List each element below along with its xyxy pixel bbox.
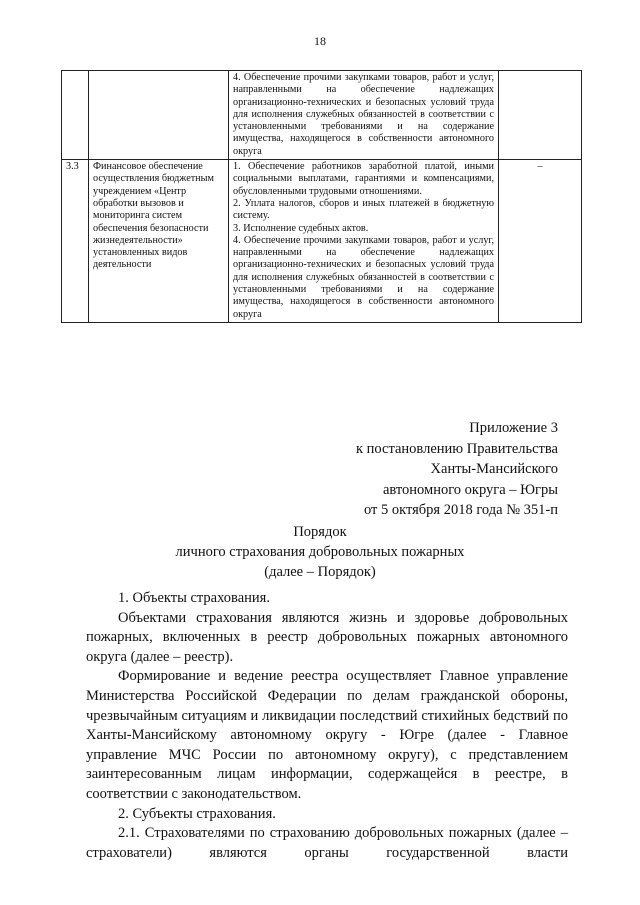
paragraph: Формирование и ведение реестра осуществляет Главное управление Министерства Российской Федерации по делам гражданской обороны, чрезвычайным ситуациям и ликвидации последствий стихийных бедствий по Ханты-Мансийскому автономному округу - Югре (далее - Главное управление МЧС России по автономному округу), с представлением заинтересованным лицам информации, содержащейся в реестре, в соответствии с законодательством.: [86, 668, 568, 802]
table-cell-name: [89, 71, 229, 160]
appendix-line: Ханты-Мансийского: [430, 461, 558, 477]
table-item: 2. Уплата налогов, сборов и иных платежей в бюджетную систему.: [233, 197, 494, 222]
table-cell-note: –: [499, 160, 582, 323]
body-text: [86, 589, 568, 863]
expenditure-table: [61, 70, 582, 323]
table-cell-items: [229, 71, 499, 160]
table-cell-number: 3.3: [62, 160, 89, 323]
appendix-line: автономного округа – Югры: [382, 481, 558, 498]
table-item: 4. Обеспечение прочими закупками товаров, работ и услуг, направленными на обеспечение надлежащих организационно-технических и безопасных условий труда для исполнения служебных обязанностей в соответствии с установленными требованиями и на содержание имущества, находящегося в собственности автономного округа: [233, 72, 494, 157]
table-item: 3. Исполнение судебных актов.: [233, 222, 369, 234]
table-item: 1. Обеспечение работников заработной платой, иными социальными выплатами, гарантиями и компенсациями, обусловленными трудовыми отношениями.: [233, 161, 494, 197]
title-line: личного страхования добровольных пожарных: [175, 544, 465, 560]
document-title: [0, 522, 640, 582]
table-cell-items: [229, 160, 499, 323]
table-cell-name: Финансовое обеспечение осуществления бюджетным учреждением «Центр обработки вызовов и мониторинга систем обеспечения безопасности жизнедеятельности» установленных видов деятельности: [89, 160, 229, 323]
appendix-line: Приложение 3: [469, 420, 558, 436]
table-cell-note: [499, 71, 582, 160]
appendix-header: [356, 418, 558, 521]
paragraph: 1. Объекты страхования.: [118, 590, 270, 606]
appendix-line: от 5 октября 2018 года № 351-п: [363, 502, 558, 518]
appendix-line: к постановлению Правительства: [356, 440, 558, 457]
table-item: 4. Обеспечение прочими закупками товаров, работ и услуг, направленными на обеспечение надлежащих организационно-технических и безопасных условий труда для исполнения служебных обязанностей в соответствии с установленными требованиями и на содержание имущества, находящегося в собственности автономного округа: [233, 234, 494, 320]
table-row: [62, 71, 582, 160]
paragraph: 2.1. Страхователями по страхованию добровольных пожарных (далее – страхователи) являются органы государственной власти: [86, 825, 568, 861]
title-line: (далее – Порядок): [264, 564, 376, 580]
title-line: Порядок: [293, 524, 347, 540]
table-cell-number: [62, 71, 89, 160]
table-row: [62, 160, 582, 323]
paragraph: Объектами страхования являются жизнь и здоровье добровольных пожарных, включенных в реестр добровольных пожарных автономного округа (далее – реестр).: [86, 609, 568, 665]
paragraph: 2. Субъекты страхования.: [118, 805, 276, 822]
page-number: 18: [314, 34, 326, 48]
